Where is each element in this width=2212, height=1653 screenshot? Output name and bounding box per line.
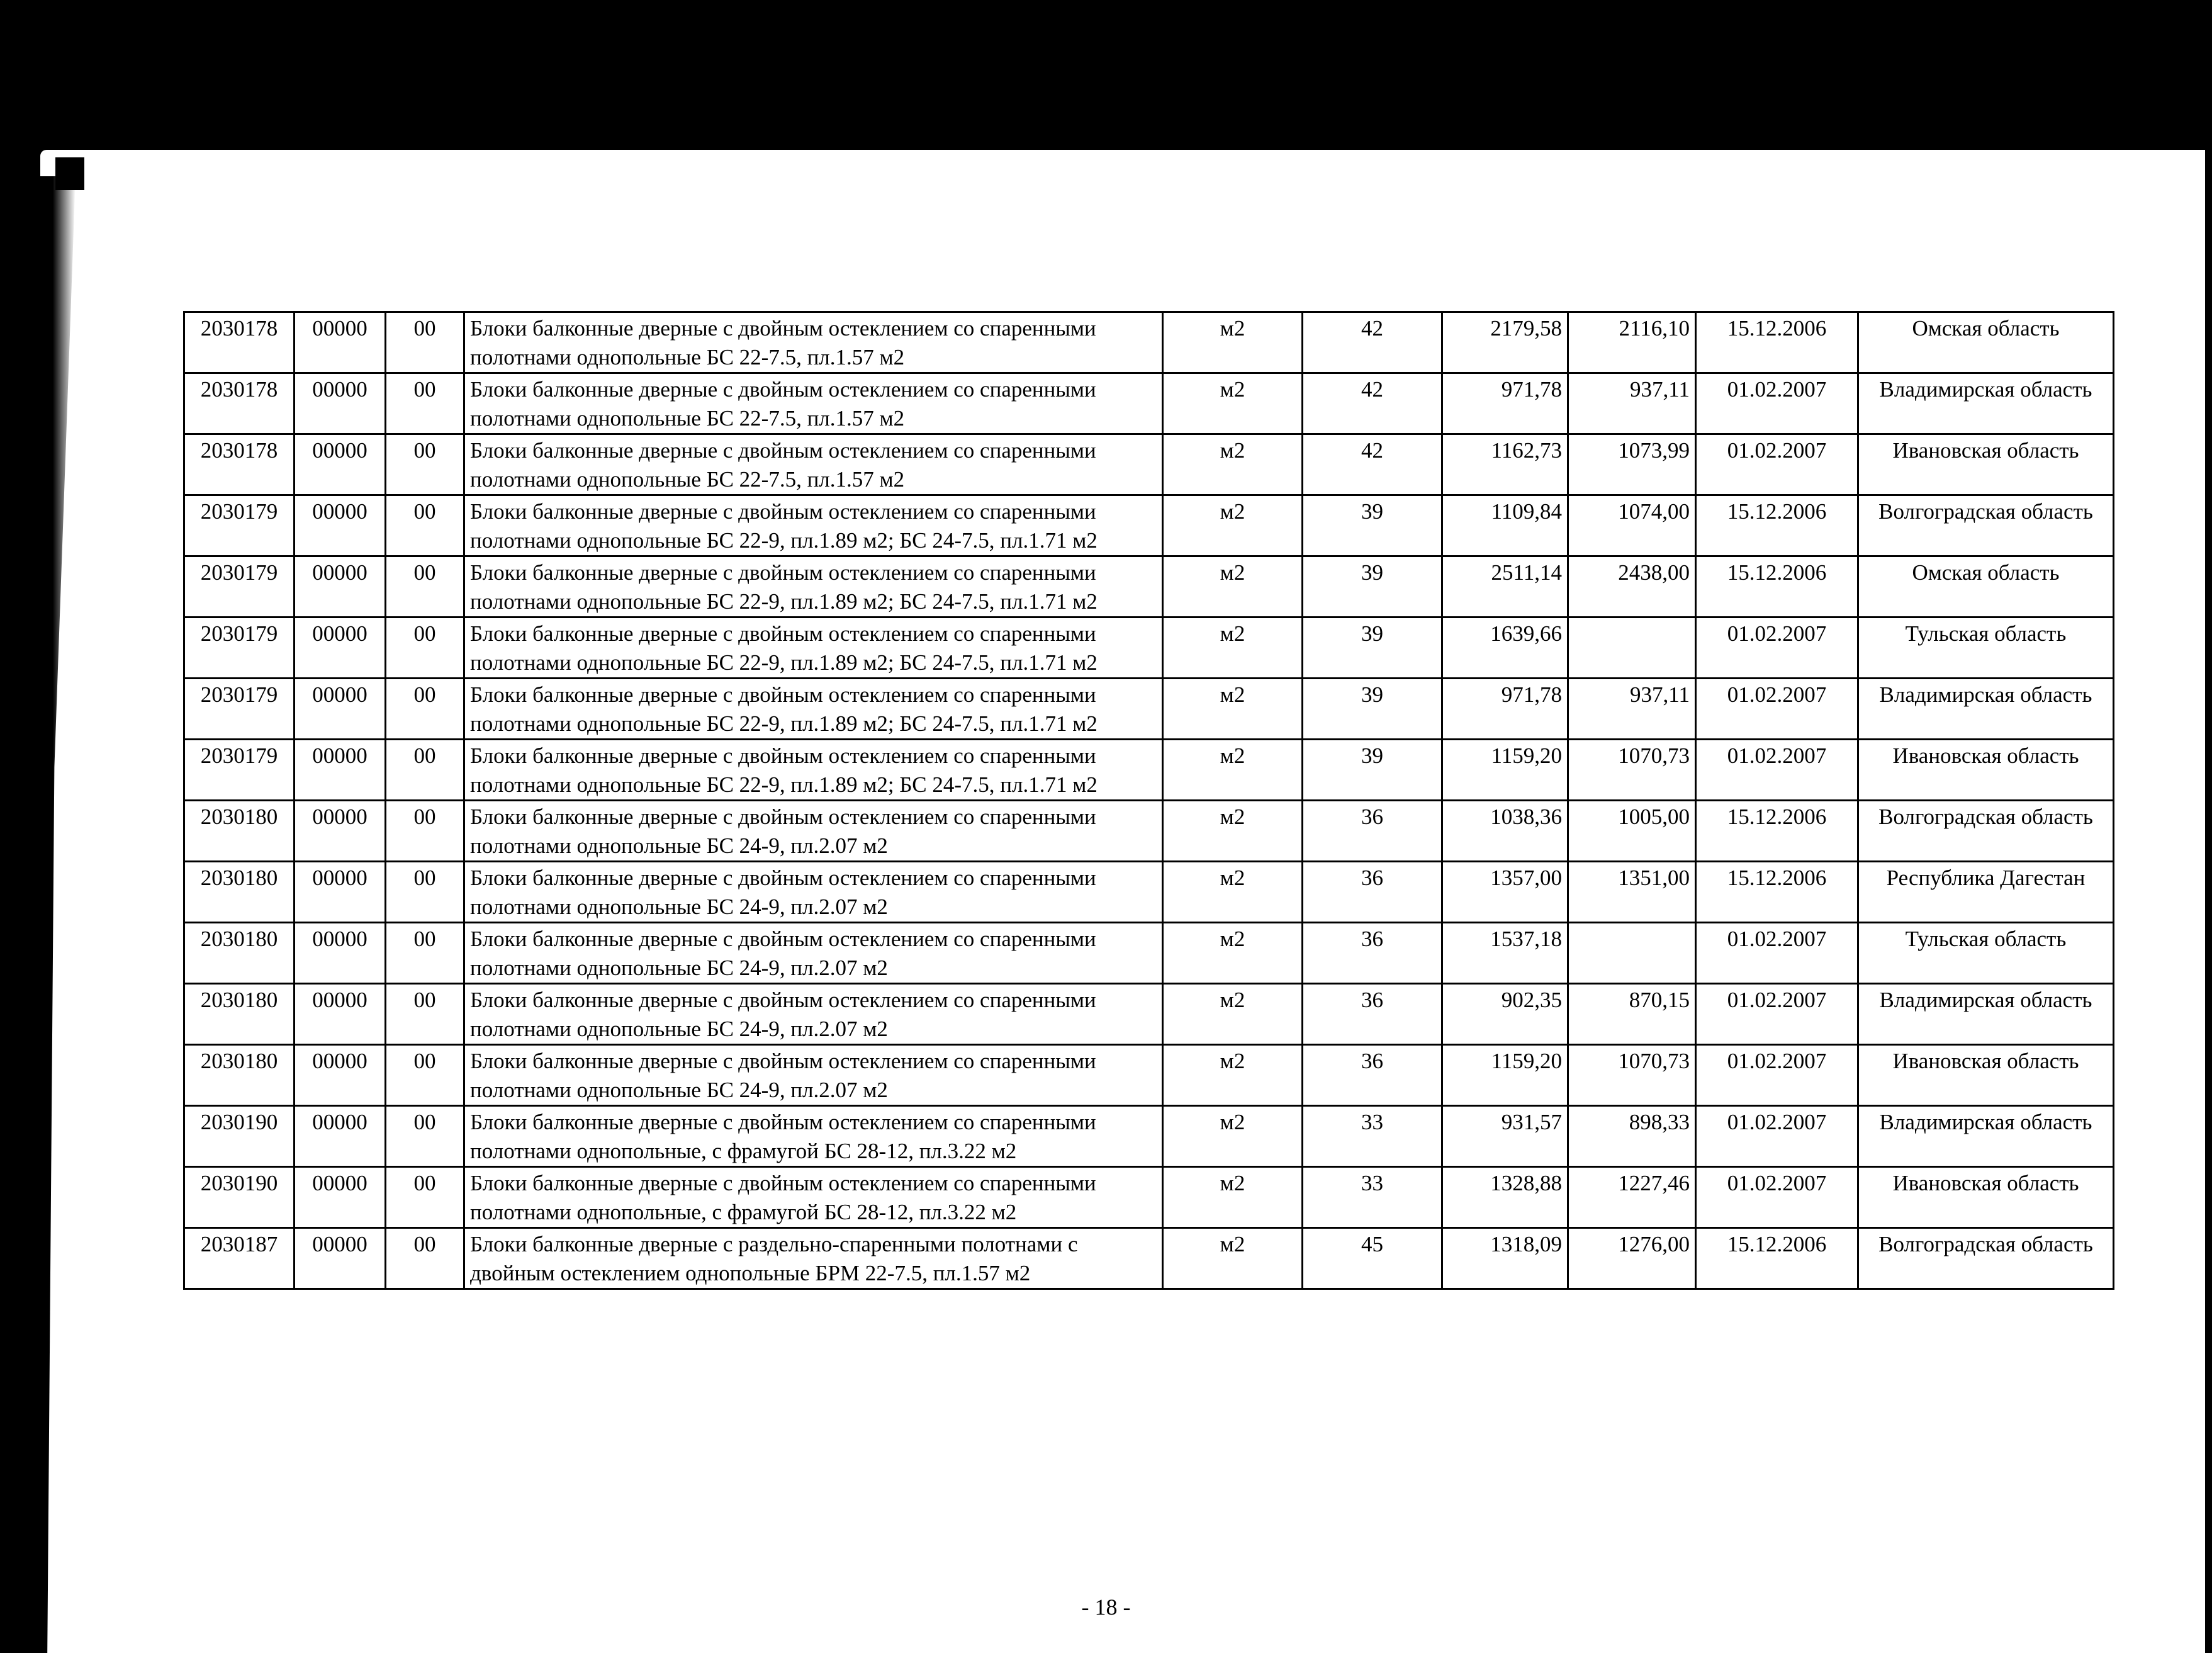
class-cell: 00 bbox=[386, 1106, 464, 1167]
unit-cell: м2 bbox=[1163, 1167, 1303, 1228]
subcode-cell: 00000 bbox=[295, 434, 386, 495]
resource-code-cell: 2030180 bbox=[184, 923, 295, 984]
price-cell: 902,35 bbox=[1442, 984, 1568, 1045]
region-cell: Тульская область bbox=[1858, 923, 2114, 984]
item-name-cell: Блоки балконные дверные с двойным остеклением со спаренными полотнами однопольные БС 22-9, пл.1.89 м2; БС 24-7.5, пл.1.71 м2 bbox=[464, 679, 1163, 740]
price-cell: 1639,66 bbox=[1442, 618, 1568, 679]
table-row bbox=[184, 618, 2114, 679]
class-cell: 00 bbox=[386, 618, 464, 679]
date-cell: 01.02.2007 bbox=[1696, 618, 1858, 679]
price-without-vat-cell: 937,11 bbox=[1568, 373, 1696, 434]
quantity-cell: 36 bbox=[1303, 1045, 1442, 1106]
table-row bbox=[184, 434, 2114, 495]
price-cell: 2179,58 bbox=[1442, 312, 1568, 373]
date-cell: 15.12.2006 bbox=[1696, 862, 1858, 923]
date-cell: 01.02.2007 bbox=[1696, 373, 1858, 434]
resource-code-cell: 2030178 bbox=[184, 312, 295, 373]
quantity-cell: 33 bbox=[1303, 1106, 1442, 1167]
price-without-vat-cell: 1070,73 bbox=[1568, 1045, 1696, 1106]
table-row bbox=[184, 740, 2114, 801]
class-cell: 00 bbox=[386, 801, 464, 862]
resource-code-cell: 2030180 bbox=[184, 862, 295, 923]
resource-code-cell: 2030180 bbox=[184, 984, 295, 1045]
region-cell: Ивановская область bbox=[1858, 1045, 2114, 1106]
subcode-cell: 00000 bbox=[295, 373, 386, 434]
class-cell: 00 bbox=[386, 923, 464, 984]
class-cell: 00 bbox=[386, 1045, 464, 1106]
price-without-vat-cell: 2438,00 bbox=[1568, 556, 1696, 618]
region-cell: Волгоградская область bbox=[1858, 801, 2114, 862]
region-cell: Владимирская область bbox=[1858, 984, 2114, 1045]
item-name-cell: Блоки балконные дверные с двойным остеклением со спаренными полотнами однопольные БС 22-7.5, пл.1.57 м2 bbox=[464, 312, 1163, 373]
price-without-vat-cell: 1276,00 bbox=[1568, 1228, 1696, 1289]
date-cell: 01.02.2007 bbox=[1696, 923, 1858, 984]
quantity-cell: 36 bbox=[1303, 862, 1442, 923]
date-cell: 01.02.2007 bbox=[1696, 1167, 1858, 1228]
subcode-cell: 00000 bbox=[295, 1045, 386, 1106]
price-cell: 1162,73 bbox=[1442, 434, 1568, 495]
price-cell: 1318,09 bbox=[1442, 1228, 1568, 1289]
quantity-cell: 33 bbox=[1303, 1167, 1442, 1228]
unit-cell: м2 bbox=[1163, 618, 1303, 679]
table-row bbox=[184, 984, 2114, 1045]
price-without-vat-cell: 870,15 bbox=[1568, 984, 1696, 1045]
resource-code-cell: 2030179 bbox=[184, 740, 295, 801]
subcode-cell: 00000 bbox=[295, 495, 386, 556]
quantity-cell: 39 bbox=[1303, 495, 1442, 556]
class-cell: 00 bbox=[386, 984, 464, 1045]
subcode-cell: 00000 bbox=[295, 1167, 386, 1228]
date-cell: 15.12.2006 bbox=[1696, 495, 1858, 556]
class-cell: 00 bbox=[386, 312, 464, 373]
date-cell: 15.12.2006 bbox=[1696, 312, 1858, 373]
item-name-cell: Блоки балконные дверные с двойным остеклением со спаренными полотнами однопольные, с фрамугой БС 28-12, пл.3.22 м2 bbox=[464, 1106, 1163, 1167]
class-cell: 00 bbox=[386, 434, 464, 495]
table-body bbox=[184, 312, 2114, 1289]
region-cell: Ивановская область bbox=[1858, 434, 2114, 495]
item-name-cell: Блоки балконные дверные с двойным остеклением со спаренными полотнами однопольные БС 22-7.5, пл.1.57 м2 bbox=[464, 373, 1163, 434]
region-cell: Волгоградская область bbox=[1858, 495, 2114, 556]
class-cell: 00 bbox=[386, 679, 464, 740]
price-without-vat-cell: 898,33 bbox=[1568, 1106, 1696, 1167]
price-cell: 971,78 bbox=[1442, 679, 1568, 740]
unit-cell: м2 bbox=[1163, 1106, 1303, 1167]
price-cell: 2511,14 bbox=[1442, 556, 1568, 618]
unit-cell: м2 bbox=[1163, 984, 1303, 1045]
region-cell: Владимирская область bbox=[1858, 679, 2114, 740]
price-without-vat-cell: 1070,73 bbox=[1568, 740, 1696, 801]
item-name-cell: Блоки балконные дверные с двойным остеклением со спаренными полотнами однопольные БС 24-9, пл.2.07 м2 bbox=[464, 801, 1163, 862]
date-cell: 01.02.2007 bbox=[1696, 1106, 1858, 1167]
price-cell: 931,57 bbox=[1442, 1106, 1568, 1167]
resource-code-cell: 2030178 bbox=[184, 434, 295, 495]
subcode-cell: 00000 bbox=[295, 312, 386, 373]
unit-cell: м2 bbox=[1163, 1228, 1303, 1289]
item-name-cell: Блоки балконные дверные с двойным остеклением со спаренными полотнами однопольные БС 22-9, пл.1.89 м2; БС 24-7.5, пл.1.71 м2 bbox=[464, 495, 1163, 556]
table-row bbox=[184, 1106, 2114, 1167]
quantity-cell: 39 bbox=[1303, 556, 1442, 618]
table-row bbox=[184, 1228, 2114, 1289]
region-cell: Омская область bbox=[1858, 312, 2114, 373]
table-row bbox=[184, 556, 2114, 618]
price-cell: 1038,36 bbox=[1442, 801, 1568, 862]
resource-code-cell: 2030190 bbox=[184, 1167, 295, 1228]
date-cell: 01.02.2007 bbox=[1696, 740, 1858, 801]
price-without-vat-cell: 1005,00 bbox=[1568, 801, 1696, 862]
item-name-cell: Блоки балконные дверные с двойным остеклением со спаренными полотнами однопольные БС 24-9, пл.2.07 м2 bbox=[464, 1045, 1163, 1106]
price-without-vat-cell: 1074,00 bbox=[1568, 495, 1696, 556]
region-cell: Ивановская область bbox=[1858, 1167, 2114, 1228]
resource-code-cell: 2030179 bbox=[184, 618, 295, 679]
quantity-cell: 39 bbox=[1303, 618, 1442, 679]
resource-code-cell: 2030190 bbox=[184, 1106, 295, 1167]
unit-cell: м2 bbox=[1163, 434, 1303, 495]
subcode-cell: 00000 bbox=[295, 984, 386, 1045]
price-without-vat-cell: 937,11 bbox=[1568, 679, 1696, 740]
resource-code-cell: 2030179 bbox=[184, 556, 295, 618]
item-name-cell: Блоки балконные дверные с двойным остеклением со спаренными полотнами однопольные, с фрамугой БС 28-12, пл.3.22 м2 bbox=[464, 1167, 1163, 1228]
quantity-cell: 42 bbox=[1303, 434, 1442, 495]
price-cell: 1357,00 bbox=[1442, 862, 1568, 923]
price-without-vat-cell: 2116,10 bbox=[1568, 312, 1696, 373]
subcode-cell: 00000 bbox=[295, 1228, 386, 1289]
item-name-cell: Блоки балконные дверные с двойным остеклением со спаренными полотнами однопольные БС 24-9, пл.2.07 м2 bbox=[464, 984, 1163, 1045]
table-row bbox=[184, 1045, 2114, 1106]
page-number: - 18 - bbox=[1081, 1594, 1131, 1620]
class-cell: 00 bbox=[386, 740, 464, 801]
quantity-cell: 39 bbox=[1303, 740, 1442, 801]
region-cell: Владимирская область bbox=[1858, 373, 2114, 434]
subcode-cell: 00000 bbox=[295, 618, 386, 679]
resource-code-cell: 2030180 bbox=[184, 1045, 295, 1106]
region-cell: Омская область bbox=[1858, 556, 2114, 618]
price-cell: 1537,18 bbox=[1442, 923, 1568, 984]
unit-cell: м2 bbox=[1163, 312, 1303, 373]
region-cell: Тульская область bbox=[1858, 618, 2114, 679]
date-cell: 01.02.2007 bbox=[1696, 434, 1858, 495]
item-name-cell: Блоки балконные дверные с двойным остеклением со спаренными полотнами однопольные БС 24-9, пл.2.07 м2 bbox=[464, 923, 1163, 984]
table-row bbox=[184, 923, 2114, 984]
scan-edge-right bbox=[2205, 150, 2212, 1653]
price-without-vat-cell bbox=[1568, 618, 1696, 679]
price-table bbox=[183, 311, 2114, 1290]
region-cell: Волгоградская область bbox=[1858, 1228, 2114, 1289]
class-cell: 00 bbox=[386, 373, 464, 434]
resource-code-cell: 2030178 bbox=[184, 373, 295, 434]
date-cell: 01.02.2007 bbox=[1696, 679, 1858, 740]
quantity-cell: 36 bbox=[1303, 923, 1442, 984]
class-cell: 00 bbox=[386, 1228, 464, 1289]
price-cell: 1109,84 bbox=[1442, 495, 1568, 556]
quantity-cell: 42 bbox=[1303, 373, 1442, 434]
price-without-vat-cell bbox=[1568, 923, 1696, 984]
date-cell: 15.12.2006 bbox=[1696, 556, 1858, 618]
resource-code-cell: 2030180 bbox=[184, 801, 295, 862]
quantity-cell: 45 bbox=[1303, 1228, 1442, 1289]
price-cell: 1159,20 bbox=[1442, 740, 1568, 801]
unit-cell: м2 bbox=[1163, 679, 1303, 740]
date-cell: 01.02.2007 bbox=[1696, 1045, 1858, 1106]
table-row bbox=[184, 1167, 2114, 1228]
price-cell: 971,78 bbox=[1442, 373, 1568, 434]
subcode-cell: 00000 bbox=[295, 556, 386, 618]
price-cell: 1328,88 bbox=[1442, 1167, 1568, 1228]
subcode-cell: 00000 bbox=[295, 1106, 386, 1167]
unit-cell: м2 bbox=[1163, 495, 1303, 556]
region-cell: Республика Дагестан bbox=[1858, 862, 2114, 923]
unit-cell: м2 bbox=[1163, 923, 1303, 984]
table-row bbox=[184, 801, 2114, 862]
price-without-vat-cell: 1351,00 bbox=[1568, 862, 1696, 923]
date-cell: 01.02.2007 bbox=[1696, 984, 1858, 1045]
class-cell: 00 bbox=[386, 556, 464, 618]
subcode-cell: 00000 bbox=[295, 679, 386, 740]
item-name-cell: Блоки балконные дверные с двойным остеклением со спаренными полотнами однопольные БС 22-9, пл.1.89 м2; БС 24-7.5, пл.1.71 м2 bbox=[464, 556, 1163, 618]
item-name-cell: Блоки балконные дверные с двойным остеклением со спаренными полотнами однопольные БС 22-9, пл.1.89 м2; БС 24-7.5, пл.1.71 м2 bbox=[464, 740, 1163, 801]
item-name-cell: Блоки балконные дверные с раздельно-спаренными полотнами с двойным остеклением однопольные БРМ 22-7.5, пл.1.57 м2 bbox=[464, 1228, 1163, 1289]
unit-cell: м2 bbox=[1163, 801, 1303, 862]
date-cell: 15.12.2006 bbox=[1696, 801, 1858, 862]
price-without-vat-cell: 1073,99 bbox=[1568, 434, 1696, 495]
class-cell: 00 bbox=[386, 495, 464, 556]
class-cell: 00 bbox=[386, 1167, 464, 1228]
unit-cell: м2 bbox=[1163, 740, 1303, 801]
quantity-cell: 36 bbox=[1303, 801, 1442, 862]
item-name-cell: Блоки балконные дверные с двойным остеклением со спаренными полотнами однопольные БС 22-7.5, пл.1.57 м2 bbox=[464, 434, 1163, 495]
resource-code-cell: 2030179 bbox=[184, 679, 295, 740]
region-cell: Владимирская область bbox=[1858, 1106, 2114, 1167]
table-row bbox=[184, 679, 2114, 740]
table-row bbox=[184, 495, 2114, 556]
quantity-cell: 39 bbox=[1303, 679, 1442, 740]
resource-code-cell: 2030179 bbox=[184, 495, 295, 556]
region-cell: Ивановская область bbox=[1858, 740, 2114, 801]
table-row bbox=[184, 312, 2114, 373]
subcode-cell: 00000 bbox=[295, 862, 386, 923]
item-name-cell: Блоки балконные дверные с двойным остеклением со спаренными полотнами однопольные БС 22-9, пл.1.89 м2; БС 24-7.5, пл.1.71 м2 bbox=[464, 618, 1163, 679]
unit-cell: м2 bbox=[1163, 373, 1303, 434]
unit-cell: м2 bbox=[1163, 1045, 1303, 1106]
subcode-cell: 00000 bbox=[295, 923, 386, 984]
subcode-cell: 00000 bbox=[295, 801, 386, 862]
subcode-cell: 00000 bbox=[295, 740, 386, 801]
unit-cell: м2 bbox=[1163, 556, 1303, 618]
table-row bbox=[184, 862, 2114, 923]
item-name-cell: Блоки балконные дверные с двойным остеклением со спаренными полотнами однопольные БС 24-9, пл.2.07 м2 bbox=[464, 862, 1163, 923]
table-row bbox=[184, 373, 2114, 434]
price-without-vat-cell: 1227,46 bbox=[1568, 1167, 1696, 1228]
resource-code-cell: 2030187 bbox=[184, 1228, 295, 1289]
class-cell: 00 bbox=[386, 862, 464, 923]
quantity-cell: 36 bbox=[1303, 984, 1442, 1045]
unit-cell: м2 bbox=[1163, 862, 1303, 923]
price-cell: 1159,20 bbox=[1442, 1045, 1568, 1106]
quantity-cell: 42 bbox=[1303, 312, 1442, 373]
date-cell: 15.12.2006 bbox=[1696, 1228, 1858, 1289]
